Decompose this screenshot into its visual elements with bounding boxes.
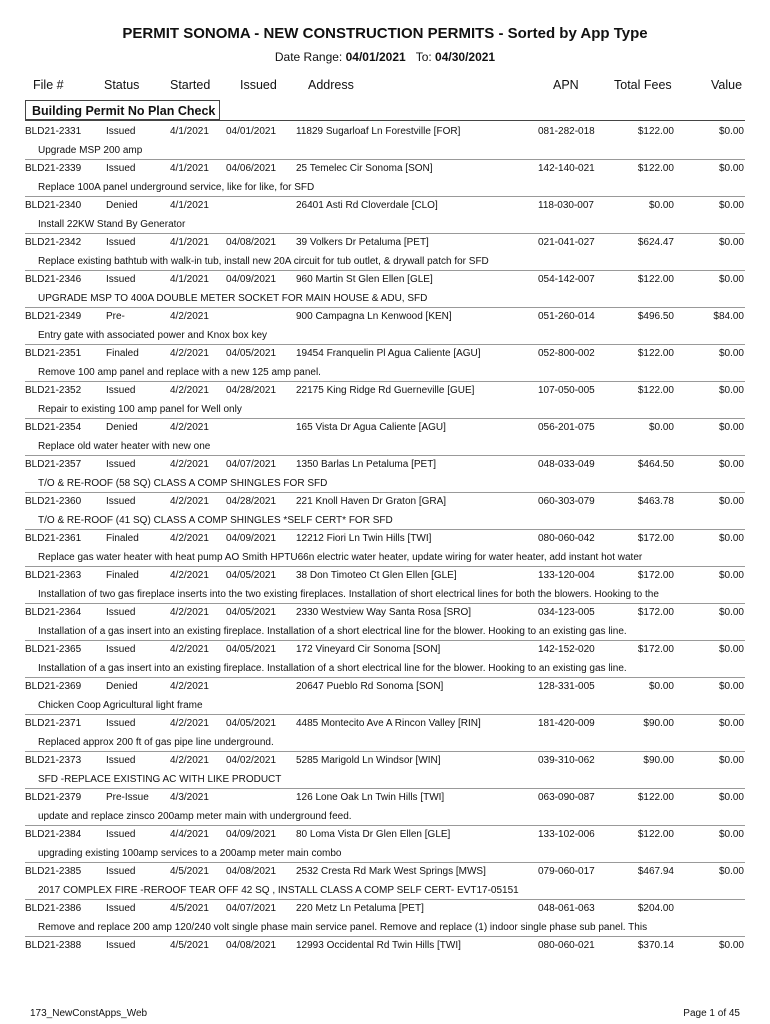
- permit-total-fees: $0.00: [648, 422, 674, 433]
- permit-issued-date: 04/09/2021: [226, 829, 277, 840]
- permit-file-number: BLD21-2365: [25, 644, 82, 655]
- permit-status: Issued: [106, 607, 136, 618]
- permit-started-date: 4/2/2021: [170, 570, 209, 581]
- permit-value: $0.00: [718, 422, 744, 433]
- permit-started-date: 4/2/2021: [170, 311, 209, 322]
- permit-address: 960 Martin St Glen Ellen [GLE]: [296, 274, 433, 285]
- permit-description: Replaced approx 200 ft of gas pipe line underground.: [38, 737, 274, 748]
- permit-description: Replace 100A panel underground service, like for like, for SFD: [38, 182, 315, 193]
- permit-file-number: BLD21-2339: [25, 163, 82, 174]
- permit-value: $0.00: [718, 496, 744, 507]
- permit-record: [0, 603, 770, 640]
- permit-description: SFD -REPLACE EXISTING AC WITH LIKE PRODUCT: [38, 774, 282, 785]
- permit-total-fees: $122.00: [637, 126, 674, 137]
- permit-apn: 048-033-049: [538, 459, 595, 470]
- permit-file-number: BLD21-2369: [25, 681, 82, 692]
- row-divider: [25, 233, 745, 234]
- permit-description: Remove and replace 200 amp 120/240 volt single phase main service panel. Remove and replace (1) indoor single phase sub panel. This: [38, 922, 648, 933]
- permit-file-number: BLD21-2373: [25, 755, 82, 766]
- permit-total-fees: $370.14: [637, 940, 674, 951]
- permit-issued-date: 04/09/2021: [226, 274, 277, 285]
- permit-file-number: BLD21-2354: [25, 422, 82, 433]
- permit-total-fees: $122.00: [637, 792, 674, 803]
- permit-main-line: [0, 163, 770, 177]
- permit-main-line: [0, 274, 770, 288]
- permit-address: 38 Don Timoteo Ct Glen Ellen [GLE]: [296, 570, 457, 581]
- permit-total-fees: $122.00: [637, 385, 674, 396]
- permit-value: $0.00: [718, 348, 744, 359]
- row-divider: [25, 899, 745, 900]
- permit-record: [0, 122, 770, 159]
- permit-started-date: 4/5/2021: [170, 940, 209, 951]
- permit-value: $0.00: [718, 866, 744, 877]
- permit-apn: 142-140-021: [538, 163, 595, 174]
- permit-file-number: BLD21-2379: [25, 792, 82, 803]
- permit-address: 26401 Asti Rd Cloverdale [CLO]: [296, 200, 438, 211]
- permit-started-date: 4/2/2021: [170, 422, 209, 433]
- permit-description: Replace old water heater with new one: [38, 441, 211, 452]
- permit-total-fees: $90.00: [643, 755, 674, 766]
- permit-address: 19454 Franquelin Pl Agua Caliente [AGU]: [296, 348, 481, 359]
- permit-started-date: 4/1/2021: [170, 126, 209, 137]
- permit-main-line: [0, 644, 770, 658]
- permit-started-date: 4/2/2021: [170, 681, 209, 692]
- permit-status: Issued: [106, 718, 136, 729]
- permit-description: Replace gas water heater with heat pump AO Smith HPTU66n electric water heater, update wiring for water heater, add instant hot water: [38, 552, 643, 563]
- page-number: Page 1 of 45: [683, 1008, 740, 1019]
- permit-status: Issued: [106, 755, 136, 766]
- permit-main-line: [0, 459, 770, 473]
- permit-file-number: BLD21-2361: [25, 533, 82, 544]
- permit-main-line: [0, 681, 770, 695]
- row-divider: [25, 640, 745, 641]
- permit-started-date: 4/2/2021: [170, 718, 209, 729]
- permit-issued-date: 04/05/2021: [226, 607, 277, 618]
- permit-address: 20647 Pueblo Rd Sonoma [SON]: [296, 681, 444, 692]
- permit-total-fees: $0.00: [648, 681, 674, 692]
- permit-issued-date: 04/05/2021: [226, 644, 277, 655]
- section-heading: Building Permit No Plan Check: [25, 100, 220, 120]
- permit-issued-date: 04/08/2021: [226, 866, 277, 877]
- permit-started-date: 4/2/2021: [170, 533, 209, 544]
- permit-record: [0, 381, 770, 418]
- section-divider: [25, 120, 745, 121]
- permit-main-line: [0, 607, 770, 621]
- permit-description: upgrading existing 100amp services to a 200amp meter main combo: [38, 848, 342, 859]
- permit-main-line: [0, 200, 770, 214]
- permit-main-line: [0, 792, 770, 806]
- permit-issued-date: 04/05/2021: [226, 718, 277, 729]
- col-apn: APN: [553, 78, 579, 92]
- permit-value: $0.00: [718, 274, 744, 285]
- permit-total-fees: $122.00: [637, 163, 674, 174]
- permit-value: $0.00: [718, 607, 744, 618]
- permit-address: 80 Loma Vista Dr Glen Ellen [GLE]: [296, 829, 451, 840]
- permit-record: [0, 307, 770, 344]
- permit-file-number: BLD21-2342: [25, 237, 82, 248]
- permit-main-line: [0, 570, 770, 584]
- permit-file-number: BLD21-2340: [25, 200, 82, 211]
- date-range-label: Date Range:: [274, 50, 343, 64]
- permit-address: 900 Campagna Ln Kenwood [KEN]: [296, 311, 452, 322]
- permit-total-fees: $204.00: [637, 903, 674, 914]
- permit-address: 5285 Marigold Ln Windsor [WIN]: [296, 755, 441, 766]
- permit-description: T/O & RE-ROOF (58 SQ) CLASS A COMP SHINGLES FOR SFD: [38, 478, 328, 489]
- row-divider: [25, 825, 745, 826]
- permit-file-number: BLD21-2346: [25, 274, 82, 285]
- permit-total-fees: $122.00: [637, 348, 674, 359]
- permit-issued-date: 04/09/2021: [226, 533, 277, 544]
- permit-started-date: 4/2/2021: [170, 385, 209, 396]
- permit-apn: 181-420-009: [538, 718, 595, 729]
- permit-status: Finaled: [106, 533, 139, 544]
- permit-started-date: 4/1/2021: [170, 274, 209, 285]
- permit-description: UPGRADE MSP TO 400A DOUBLE METER SOCKET FOR MAIN HOUSE & ADU, SFD: [38, 293, 428, 304]
- permit-file-number: BLD21-2371: [25, 718, 82, 729]
- permit-main-line: [0, 348, 770, 362]
- permit-status: Issued: [106, 385, 136, 396]
- permit-status: Issued: [106, 829, 136, 840]
- col-address: Address: [308, 78, 354, 92]
- permit-status: Finaled: [106, 570, 139, 581]
- permit-issued-date: 04/05/2021: [226, 570, 277, 581]
- permit-record: [0, 529, 770, 566]
- row-divider: [25, 455, 745, 456]
- permit-status: Issued: [106, 903, 136, 914]
- permit-address: 172 Vineyard Cir Sonoma [SON]: [296, 644, 441, 655]
- permit-main-line: [0, 718, 770, 732]
- permit-description: Chicken Coop Agricultural light frame: [38, 700, 203, 711]
- row-divider: [25, 418, 745, 419]
- permit-apn: 063-090-087: [538, 792, 595, 803]
- permit-apn: 133-120-004: [538, 570, 595, 581]
- permit-description: Install 22KW Stand By Generator: [38, 219, 186, 230]
- report-name: 173_NewConstApps_Web: [30, 1008, 148, 1019]
- permit-main-line: [0, 385, 770, 399]
- permit-status: Finaled: [106, 348, 139, 359]
- permit-address: 11829 Sugarloaf Ln Forestville [FOR]: [296, 126, 461, 137]
- permit-value: $0.00: [718, 940, 744, 951]
- permit-description: Replace existing bathtub with walk-in tub, install new 20A circuit for tub outlet, & drywall patch for SFD: [38, 256, 489, 267]
- permit-apn: 054-142-007: [538, 274, 595, 285]
- permit-started-date: 4/1/2021: [170, 200, 209, 211]
- permit-description: Remove 100 amp panel and replace with a new 125 amp panel.: [38, 367, 321, 378]
- permit-started-date: 4/2/2021: [170, 755, 209, 766]
- permit-address: 2532 Cresta Rd Mark West Springs [MWS]: [296, 866, 486, 877]
- permit-record: [0, 455, 770, 492]
- permit-apn: 034-123-005: [538, 607, 595, 618]
- permit-main-line: [0, 422, 770, 436]
- permit-apn: 048-061-063: [538, 903, 595, 914]
- permit-file-number: BLD21-2364: [25, 607, 82, 618]
- permit-file-number: BLD21-2386: [25, 903, 82, 914]
- permit-address: 2330 Westview Way Santa Rosa [SRO]: [296, 607, 472, 618]
- row-divider: [25, 529, 745, 530]
- row-divider: [25, 862, 745, 863]
- permit-address: 4485 Montecito Ave A Rincon Valley [RIN]: [296, 718, 481, 729]
- to-label: To:: [415, 50, 432, 64]
- permit-status: Issued: [106, 644, 136, 655]
- permit-total-fees: $172.00: [637, 570, 674, 581]
- row-divider: [25, 196, 745, 197]
- permit-value: $0.00: [718, 459, 744, 470]
- permit-main-line: [0, 533, 770, 547]
- permit-description: update and replace zinsco 200amp meter main with underground feed.: [38, 811, 352, 822]
- permit-total-fees: $122.00: [637, 829, 674, 840]
- row-divider: [25, 936, 745, 937]
- permit-address: 39 Volkers Dr Petaluma [PET]: [296, 237, 429, 248]
- permit-status: Issued: [106, 496, 136, 507]
- permit-apn: 080-060-021: [538, 940, 595, 951]
- permit-record: [0, 492, 770, 529]
- permit-record: [0, 270, 770, 307]
- row-divider: [25, 714, 745, 715]
- permit-record: [0, 788, 770, 825]
- row-divider: [25, 566, 745, 567]
- permit-main-line: [0, 755, 770, 769]
- permit-value: $0.00: [718, 200, 744, 211]
- permit-record: [0, 640, 770, 677]
- permit-main-line: [0, 496, 770, 510]
- permit-apn: 128-331-005: [538, 681, 595, 692]
- permit-value: $0.00: [718, 644, 744, 655]
- permit-value: $0.00: [718, 829, 744, 840]
- permit-started-date: 4/1/2021: [170, 163, 209, 174]
- permit-address: 25 Temelec Cir Sonoma [SON]: [296, 163, 433, 174]
- permit-main-line: [0, 829, 770, 843]
- permit-record: [0, 233, 770, 270]
- permit-apn: 056-201-075: [538, 422, 595, 433]
- permit-apn: 133-102-006: [538, 829, 595, 840]
- permit-total-fees: $496.50: [637, 311, 674, 322]
- col-value: Value: [711, 78, 743, 92]
- permit-issued-date: 04/08/2021: [226, 237, 277, 248]
- permit-apn: 060-303-079: [538, 496, 595, 507]
- permit-apn: 118-030-007: [538, 200, 594, 211]
- col-issued: Issued: [240, 78, 277, 92]
- permit-file-number: BLD21-2363: [25, 570, 82, 581]
- permit-status: Issued: [106, 459, 136, 470]
- permit-value: $0.00: [718, 792, 744, 803]
- permit-file-number: BLD21-2352: [25, 385, 82, 396]
- permit-record: [0, 196, 770, 233]
- permit-record: [0, 936, 770, 973]
- permit-description: T/O & RE-ROOF (41 SQ) CLASS A COMP SHINGLES *SELF CERT* FOR SFD: [38, 515, 393, 526]
- permit-main-line: [0, 311, 770, 325]
- permit-file-number: BLD21-2331: [25, 126, 82, 137]
- permit-total-fees: $172.00: [637, 644, 674, 655]
- permit-total-fees: $467.94: [637, 866, 674, 877]
- permit-main-line: [0, 866, 770, 880]
- permit-record: [0, 566, 770, 603]
- permit-status: Issued: [106, 163, 136, 174]
- permit-value: $0.00: [718, 718, 744, 729]
- permit-total-fees: $464.50: [637, 459, 674, 470]
- permit-started-date: 4/5/2021: [170, 903, 209, 914]
- col-fees: Total Fees: [614, 78, 672, 92]
- permit-record: [0, 677, 770, 714]
- col-status: Status: [104, 78, 140, 92]
- permit-issued-date: 04/05/2021: [226, 348, 277, 359]
- permit-status: Issued: [106, 274, 136, 285]
- permit-main-line: [0, 237, 770, 251]
- permit-total-fees: $90.00: [643, 718, 674, 729]
- permit-file-number: BLD21-2388: [25, 940, 82, 951]
- column-header-row: [0, 78, 770, 96]
- permit-record: [0, 159, 770, 196]
- row-divider: [25, 270, 745, 271]
- permit-started-date: 4/4/2021: [170, 829, 209, 840]
- permit-value: $84.00: [713, 311, 744, 322]
- row-divider: [25, 307, 745, 308]
- permit-description: Installation of a gas insert into an existing fireplace. Installation of a short electrical line for the blower. Hooking to an existing gas line.: [38, 626, 627, 637]
- permit-value: $0.00: [718, 237, 744, 248]
- permit-started-date: 4/5/2021: [170, 866, 209, 877]
- permit-address: 12993 Occidental Rd Twin Hills [TWI]: [296, 940, 461, 951]
- permit-record: [0, 714, 770, 751]
- permit-record: [0, 418, 770, 455]
- row-divider: [25, 677, 745, 678]
- permit-status: Denied: [106, 681, 138, 692]
- permit-apn: 107-050-005: [538, 385, 595, 396]
- permit-file-number: BLD21-2357: [25, 459, 82, 470]
- permit-main-line: [0, 940, 770, 954]
- permit-total-fees: $624.47: [637, 237, 674, 248]
- permit-address: 126 Lone Oak Ln Twin Hills [TWI]: [296, 792, 445, 803]
- permit-value: $0.00: [718, 163, 744, 174]
- permit-status: Issued: [106, 126, 136, 137]
- permit-value: $0.00: [718, 533, 744, 544]
- row-divider: [25, 788, 745, 789]
- permit-status: Issued: [106, 940, 136, 951]
- permit-status: Pre-Issue: [106, 792, 149, 803]
- permit-total-fees: $463.78: [637, 496, 674, 507]
- permit-started-date: 4/3/2021: [170, 792, 209, 803]
- permit-value: $0.00: [718, 385, 744, 396]
- permit-status: Issued: [106, 237, 136, 248]
- permit-apn: 080-060-042: [538, 533, 595, 544]
- permit-total-fees: $172.00: [637, 607, 674, 618]
- permit-address: 12212 Fiori Ln Twin Hills [TWI]: [296, 533, 432, 544]
- permit-started-date: 4/1/2021: [170, 237, 209, 248]
- permit-issued-date: 04/06/2021: [226, 163, 277, 174]
- permit-main-line: [0, 903, 770, 917]
- permit-file-number: BLD21-2349: [25, 311, 82, 322]
- permit-apn: 051-260-014: [538, 311, 595, 322]
- permit-issued-date: 04/01/2021: [226, 126, 277, 137]
- report-title: PERMIT SONOMA - NEW CONSTRUCTION PERMITS - Sorted by App Type: [122, 25, 648, 42]
- row-divider: [25, 344, 745, 345]
- col-started: Started: [170, 78, 211, 92]
- row-divider: [25, 603, 745, 604]
- permit-address: 220 Metz Ln Petaluma [PET]: [296, 903, 424, 914]
- permit-description: Entry gate with associated power and Knox box key: [38, 330, 268, 341]
- permit-status: Denied: [106, 200, 138, 211]
- permit-apn: 079-060-017: [538, 866, 595, 877]
- permit-apn: 039-310-062: [538, 755, 595, 766]
- permit-started-date: 4/2/2021: [170, 644, 209, 655]
- permit-issued-date: 04/28/2021: [226, 385, 277, 396]
- permit-main-line: [0, 126, 770, 140]
- permit-description: Installation of two gas fireplace inserts into the two existing fireplaces. Installation of short electrical lines for both the blowers. Hooking to the: [38, 589, 659, 600]
- permit-address: 221 Knoll Haven Dr Graton [GRA]: [296, 496, 447, 507]
- permit-value: $0.00: [718, 755, 744, 766]
- permit-record: [0, 825, 770, 862]
- permit-record: [0, 862, 770, 899]
- permit-list: [0, 122, 770, 973]
- permit-total-fees: $122.00: [637, 274, 674, 285]
- permit-status: Pre-: [106, 311, 125, 322]
- date-range: [0, 50, 770, 64]
- permit-issued-date: 04/07/2021: [226, 903, 277, 914]
- permit-started-date: 4/2/2021: [170, 348, 209, 359]
- permit-record: [0, 344, 770, 381]
- permit-address: 165 Vista Dr Agua Caliente [AGU]: [296, 422, 446, 433]
- permit-record: [0, 899, 770, 936]
- permit-address: 1350 Barlas Ln Petaluma [PET]: [296, 459, 437, 470]
- permit-issued-date: 04/02/2021: [226, 755, 277, 766]
- permit-file-number: BLD21-2385: [25, 866, 82, 877]
- row-divider: [25, 159, 745, 160]
- permit-issued-date: 04/07/2021: [226, 459, 277, 470]
- permit-record: [0, 751, 770, 788]
- permit-status: Issued: [106, 866, 136, 877]
- permit-apn: 052-800-002: [538, 348, 595, 359]
- date-from: 04/01/2021: [345, 50, 406, 64]
- permit-issued-date: 04/28/2021: [226, 496, 277, 507]
- date-to: 04/30/2021: [435, 50, 496, 64]
- row-divider: [25, 751, 745, 752]
- permit-issued-date: 04/08/2021: [226, 940, 277, 951]
- permit-value: $0.00: [718, 570, 744, 581]
- permit-started-date: 4/2/2021: [170, 607, 209, 618]
- permit-total-fees: $172.00: [637, 533, 674, 544]
- permit-description: Upgrade MSP 200 amp: [38, 145, 143, 156]
- permit-file-number: BLD21-2384: [25, 829, 82, 840]
- permit-started-date: 4/2/2021: [170, 459, 209, 470]
- col-file: File #: [33, 78, 64, 92]
- permit-status: Denied: [106, 422, 138, 433]
- permit-description: 2017 COMPLEX FIRE -REROOF TEAR OFF 42 SQ , INSTALL CLASS A COMP SELF CERT- EVT17-05151: [38, 885, 519, 896]
- permit-started-date: 4/2/2021: [170, 496, 209, 507]
- permit-apn: 081-282-018: [538, 126, 595, 137]
- permit-file-number: BLD21-2351: [25, 348, 82, 359]
- permit-file-number: BLD21-2360: [25, 496, 82, 507]
- permit-apn: 142-152-020: [538, 644, 595, 655]
- permit-address: 22175 King Ridge Rd Guerneville [GUE]: [296, 385, 475, 396]
- permit-total-fees: $0.00: [648, 200, 674, 211]
- permit-description: Repair to existing 100 amp panel for Well only: [38, 404, 242, 415]
- permit-apn: 021-041-027: [538, 237, 595, 248]
- row-divider: [25, 492, 745, 493]
- permit-value: $0.00: [718, 126, 744, 137]
- row-divider: [25, 381, 745, 382]
- permit-value: $0.00: [718, 681, 744, 692]
- permit-description: Installation of a gas insert into an existing fireplace. Installation of a short electrical line for the blower. Hooking to an existing gas line.: [38, 663, 627, 674]
